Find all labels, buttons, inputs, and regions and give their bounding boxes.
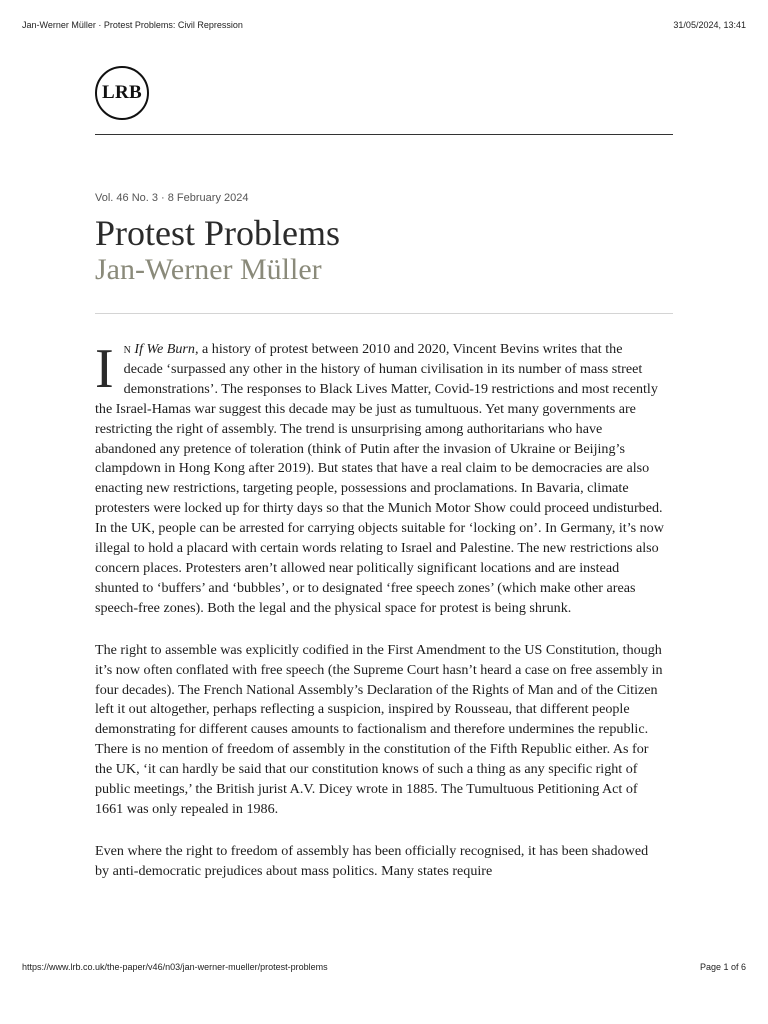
paragraph-1-text: , a history of protest between 2010 and 2020, Vincent Bevins writes that the decade ‘surpassed any other in the history of human civilisation in its number of mass street demonstrations’. The responses to Black Lives Matter, Covid-19 restrictions and most recently the Israel-Hamas war suggest this decade may be just as tumultuous. Yet many governments are restricting the right of assembly. The trend is unsurprising among authoritarians who have abandoned any pretence of toleration (think of Putin after the invasion of Ukraine or Beijing’s clampdown in Hong Kong after 2019). But states that have a real claim to be democracies are also enacting new restrictions, targeting people, possessions and proclamations. In Bavaria, climate protesters were locked up for thirty days so that the Munich Motor Show could proceed undisturbed. In the UK, people can be arrested for carrying objects suitable for ‘locking on’. In Germany, it’s now illegal to hold a placard with certain words relating to Israel and Palestine. The new restrictions also concern places. Protesters aren’t allowed near politically significant locations and are instead shunted to ‘buffers’ and ‘bubbles’, or to designated ‘free speech zones’ (which make other areas speech-free zones). Both the legal and the physical space for protest is being shrunk. [95,341,664,616]
print-header-title: Jan-Werner Müller · Protest Problems: Civil Repression [22,20,243,30]
paragraph-1 [95,340,665,619]
print-header-datetime: 31/05/2024, 13:41 [673,20,746,30]
title-divider [95,313,673,314]
paragraph-3: Even where the right to freedom of assembly has been officially recognised, it has been shadowed by anti-democratic prejudices about mass politics. Many states require [95,842,649,879]
drop-cap: I [95,338,114,400]
lead-in: n [123,341,131,357]
article-author[interactable]: Jan-Werner Müller [95,253,322,286]
lrb-logo[interactable] [95,66,149,120]
print-footer [22,962,746,972]
lrb-logo-text: LRB [102,82,142,103]
article-title: Protest Problems [95,213,341,253]
paragraph-2: The right to assemble was explicitly codified in the First Amendment to the US Constitution, though it’s now often conflated with free speech (the Supreme Court hasn’t heard a case on free assembly in four decades). The French National Assembly’s Declaration of the Rights of Man and of the Citizen left it out altogether, perhaps reflecting a suspicion, inspired by Rousseau, that different people demonstrating for different causes amounts to factionalism and therefore undermines the republic. There is no mention of freedom of assembly in the constitution of the Fifth Republic either. As for the UK, ‘it can hardly be said that our constitution knows of such a thing as any specific right of public meetings,’ the British jurist A.V. Dicey wrote in 1885. The Tumultuous Petitioning Act of 1661 was only repealed in 1986. [95,641,663,817]
header-divider [95,134,673,135]
print-footer-url: https://www.lrb.co.uk/the-paper/v46/n03/jan-werner-mueller/protest-problems [22,962,328,972]
print-header [22,20,746,30]
book-title: If We Burn [134,341,195,357]
article-body [95,340,665,904]
print-footer-page: Page 1 of 6 [699,962,746,972]
issue-info: Vol. 46 No. 3 · 8 February 2024 [95,192,249,204]
